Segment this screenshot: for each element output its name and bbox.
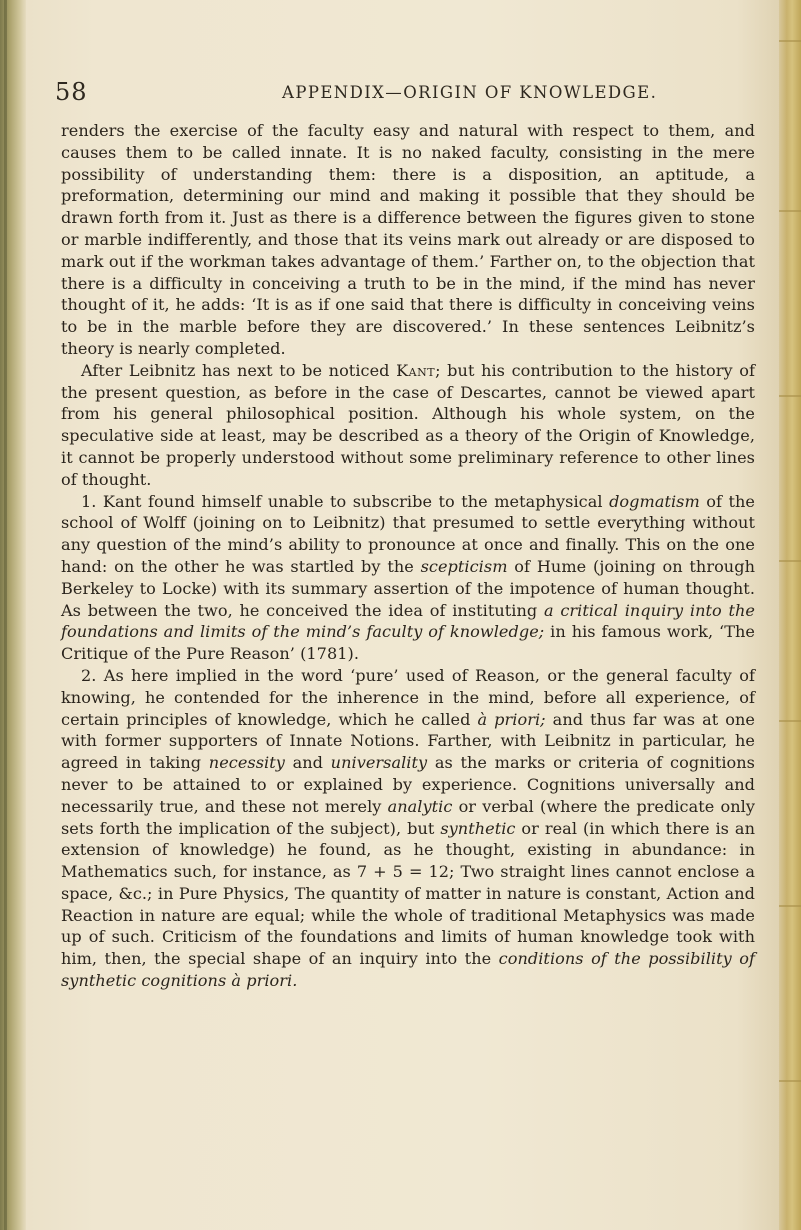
paragraph-3-text-a: 1. Kant found himself unable to subscribe to the metaphysical: [81, 491, 610, 511]
edge-tick: [779, 905, 801, 907]
paragraph-4: [61, 665, 755, 992]
paragraph-3: [61, 491, 755, 665]
scepticism-term: scepticism: [420, 556, 508, 576]
paragraph-4-text-e: or verbal (where the predicate only sets forth the implication of the subject), but: [61, 796, 755, 838]
page-number: 58: [55, 78, 88, 106]
paragraph-1: [61, 120, 755, 360]
edge-tick: [779, 1080, 801, 1082]
analytic-term: analytic: [387, 796, 453, 816]
running-head: APPENDIX—ORIGIN OF KNOWLEDGE.: [282, 83, 658, 102]
paragraph-2-text-a: After Leibnitz has next to be noticed: [81, 360, 397, 380]
paragraph-4-text-f: or real (in which there is an extension of knowledge) he found, as he thought, existing in abundance: in Mathematics such, for instance, as 7 + 5 = 12; Two straight lines cannot enclose a space, &c.; in Pure Physics, The quantity of matter in nature is constant, Action and Reaction in nature are equal; while the whole of traditional Metaphysics was made up of such. Criticism of the foundations and limits of human knowledge took with him, then, the special shape of an inquiry into the: [61, 818, 755, 969]
page-header: [55, 78, 755, 118]
paragraph-4-text-c: and: [284, 753, 331, 773]
paragraph-3-text-d: in his famous work, ‘The Critique of the Pure Reason’ (1781).: [61, 622, 755, 664]
paragraph-3-text-c: of Hume (joining on through Berkeley to Locke) with its summary assertion of the impotence of human thought. As between the two, he conceived the idea of instituting: [61, 556, 755, 620]
page-edge: [779, 0, 801, 1230]
binding-gutter: [0, 0, 26, 1230]
edge-tick: [779, 210, 801, 212]
edge-tick: [779, 395, 801, 397]
kant-name: Kant: [396, 360, 436, 380]
paragraph-4-text-a: 2. As here implied in the word ‘pure’ used of Reason, or the general faculty of knowing, he contended for the inherence in the mind, before all experience, of certain principles of knowledge, which he called: [61, 665, 755, 729]
paragraph-4-text-d: as the marks or criteria of cognitions never to be attained to or explained by experience. Cognitions universally and necessarily true, and these not merely: [61, 753, 755, 816]
body-text: [61, 120, 755, 992]
edge-tick: [779, 40, 801, 42]
conditions-phrase: conditions of the possibility of synthetic cognitions à priori.: [61, 949, 755, 991]
paragraph-2: [61, 360, 755, 491]
gutter-stripe: [4, 0, 7, 1230]
synthetic-term: synthetic: [440, 818, 516, 838]
critical-inquiry-phrase: a critical inquiry into the foundations and limits of the mind’s faculty of knowledge;: [61, 600, 755, 642]
edge-tick: [779, 560, 801, 562]
universality-term: universality: [330, 753, 428, 773]
paragraph-3-text-b: of the school of Wolff (joining on to Leibnitz) that presumed to settle everything without any question of the mind’s ability to pronounce at once and finally. This on the one hand: on the other he was startled by the: [61, 491, 755, 576]
edge-tick: [779, 720, 801, 722]
paragraph-4-text-b: and thus far was at one with former supporters of Innate Notions. Farther, with Leibnitz in particular, he agreed in taking: [61, 709, 755, 773]
paragraph-2-text-b: ; but his contribution to the history of the present question, as before in the case of Descartes, cannot be viewed apart from his general philosophical position. Although his whole system, on the speculative side at least, may be described as a theory of the Origin of Knowledge, it cannot be properly understood without some preliminary reference to other lines of thought.: [61, 360, 755, 489]
a-priori-term: à priori;: [477, 709, 546, 729]
dogmatism-term: dogmatism: [609, 491, 700, 511]
necessity-term: necessity: [208, 753, 285, 773]
paragraph-1-text: renders the exercise of the faculty easy and natural with respect to them, and causes them to be called innate. It is no naked faculty, consisting in the mere possibility of understanding them: there is a disposition, an aptitude, a preformation, determining our mind and making it possible that they should be drawn forth from it. Just as there is a difference between the figures given to stone or marble indifferently, and those that its veins mark out already or are disposed to mark out if the workman takes advantage of them.’ Farther on, to the objection that there is a difficulty in conceiving a truth to be in the mind, if the mind has never thought of it, he adds: ‘It is as if one said that there is difficulty in conceiving veins to be in the marble before they are discovered.’ In these sentences Leibnitz’s theory is nearly completed.: [61, 121, 755, 358]
